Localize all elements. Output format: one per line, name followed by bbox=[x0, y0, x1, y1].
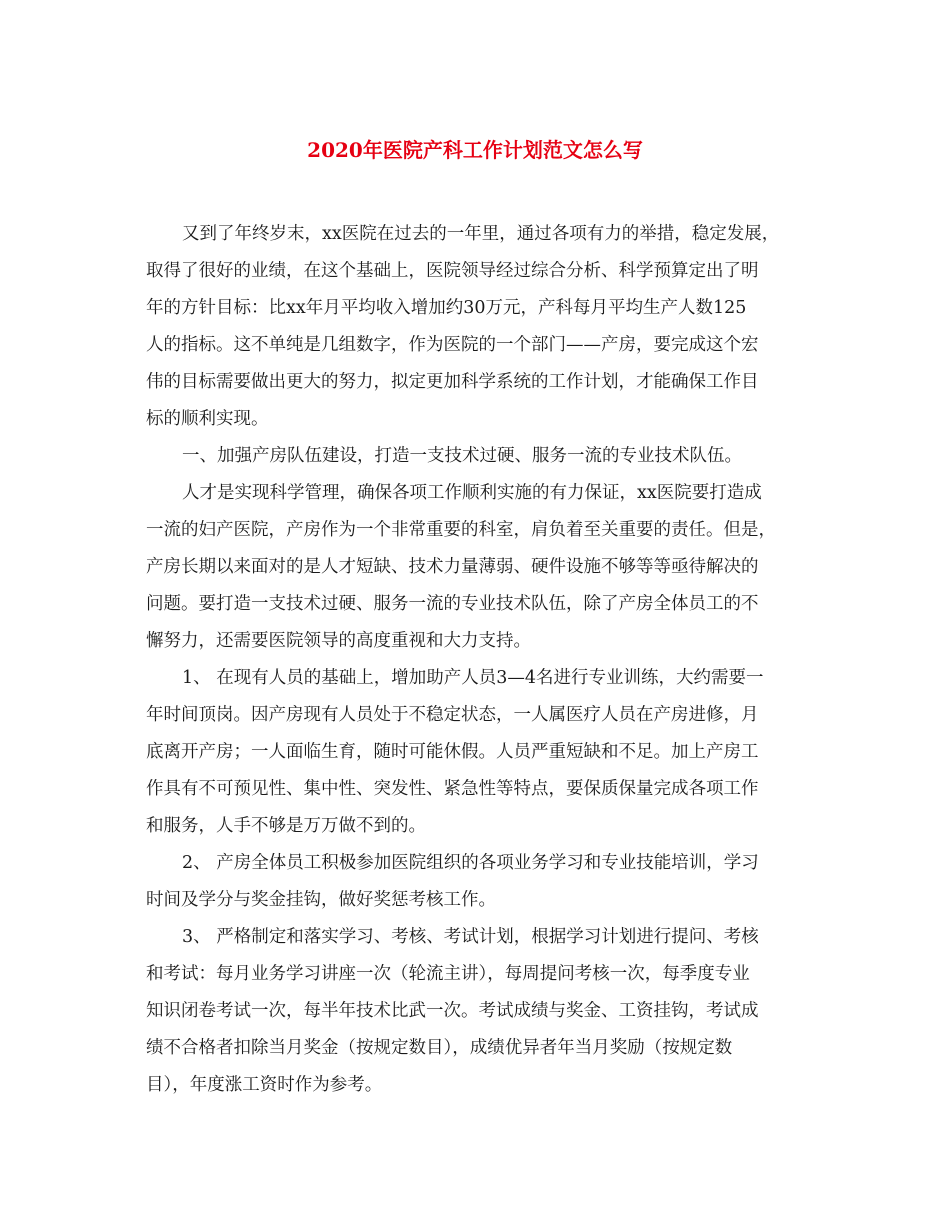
body-text-line: 人才是实现科学管理，确保各项工作顺利实施的有力保证，xx医院要打造成 bbox=[182, 483, 762, 503]
body-text-line: 伟的目标需要做出更大的努力，拟定更加科学系统的工作计划，才能确保工作目 bbox=[146, 372, 759, 392]
body-text-line: 人的指标。这不单纯是几组数字，作为医院的一个部门——产房，要完成这个宏 bbox=[146, 335, 759, 355]
body-text-line: 标的顺利实现。 bbox=[146, 409, 269, 429]
body-text-line: 懈努力，还需要医院领导的高度重视和大力支持。 bbox=[146, 631, 531, 651]
body-text-line: 作具有不可预见性、集中性、突发性、紧急性等特点，要保质保量完成各项工作 bbox=[146, 779, 759, 799]
body-text-line: 知识闭卷考试一次，每半年技术比武一次。考试成绩与奖金、工资挂钩，考试成 bbox=[146, 1001, 759, 1021]
list-item-line: 3、 严格制定和落实学习、考核、考试计划，根据学习计划进行提问、考核 bbox=[182, 927, 759, 947]
body-text-line: 问题。要打造一支技术过硬、服务一流的专业技术队伍，除了产房全体员工的不 bbox=[146, 594, 759, 614]
body-text-line: 又到了年终岁末，xx医院在过去的一年里，通过各项有力的举措，稳定发展， bbox=[182, 224, 780, 244]
body-text-line: 年时间顶岗。因产房现有人员处于不稳定状态，一人属医疗人员在产房进修，月 bbox=[146, 705, 759, 725]
body-text-line: 目），年度涨工资时作为参考。 bbox=[146, 1075, 383, 1095]
list-item-line: 1、 在现有人员的基础上，增加助产人员3—4名进行专业训练，大约需要一 bbox=[182, 668, 764, 688]
body-text-line: 和考试：每月业务学习讲座一次（轮流主讲），每周提问考核一次，每季度专业 bbox=[146, 964, 750, 984]
body-text-line: 一流的妇产医院，产房作为一个非常重要的科室，肩负着至关重要的责任。但是， bbox=[146, 520, 776, 540]
body-text-line: 底离开产房；一人面临生育，随时可能休假。人员严重短缺和不足。加上产房工 bbox=[146, 742, 759, 762]
body-text-line: 产房长期以来面对的是人才短缺、技术力量薄弱、硬件设施不够等等亟待解决的 bbox=[146, 557, 759, 577]
body-text-line: 时间及学分与奖金挂钩，做好奖惩考核工作。 bbox=[146, 890, 496, 910]
section-heading: 一、加强产房队伍建设，打造一支技术过硬、服务一流的专业技术队伍。 bbox=[182, 446, 742, 466]
body-text-line: 年的方针目标：比xx年月平均收入增加约30万元，产科每月平均生产人数125 bbox=[146, 298, 747, 318]
body-text-line: 和服务，人手不够是万万做不到的。 bbox=[146, 816, 426, 836]
body-text-line: 绩不合格者扣除当月奖金（按规定数目），成绩优异者年当月奖励（按规定数 bbox=[146, 1038, 733, 1058]
document-title: 2020年医院产科工作计划范文怎么写 bbox=[307, 138, 643, 162]
list-item-line: 2、 产房全体员工积极参加医院组织的各项业务学习和专业技能培训，学习 bbox=[182, 853, 759, 873]
body-text-line: 取得了很好的业绩，在这个基础上，医院领导经过综合分析、科学预算定出了明 bbox=[146, 261, 759, 281]
